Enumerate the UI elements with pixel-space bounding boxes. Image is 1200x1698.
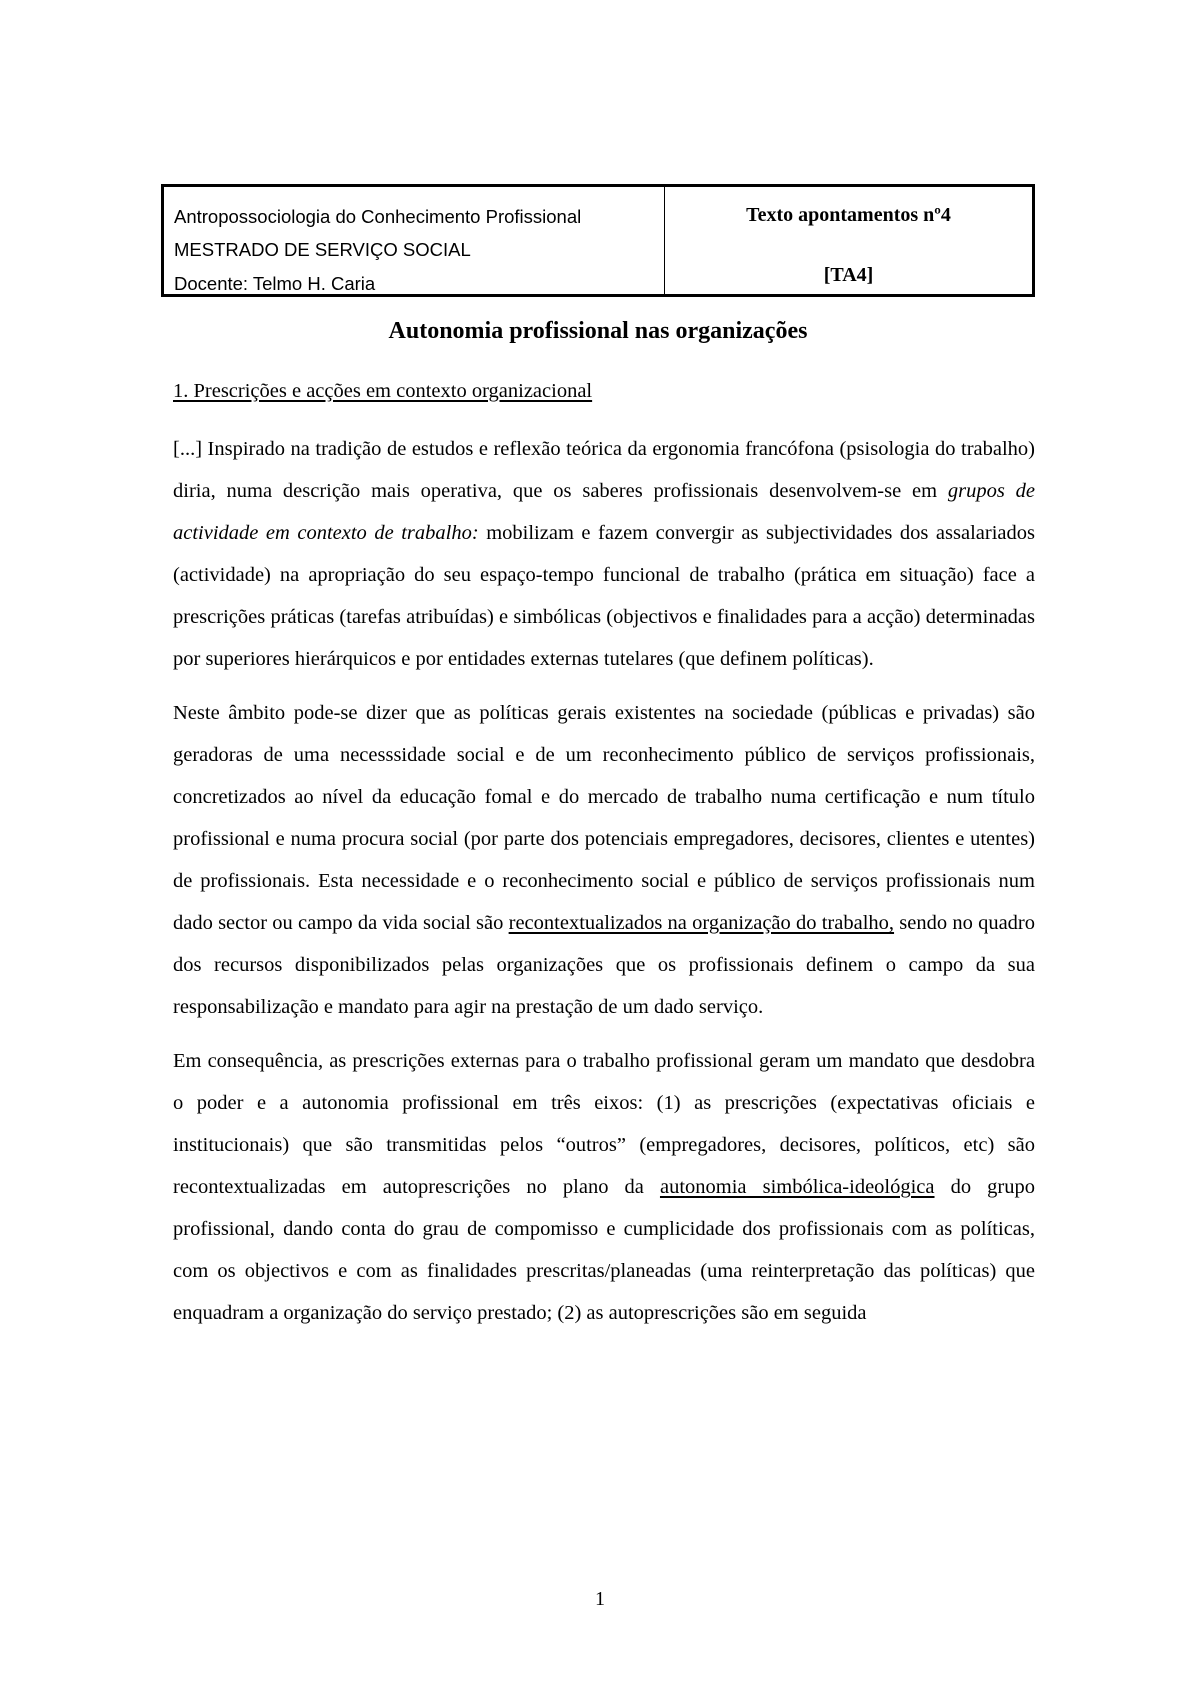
paragraph-1-text-a: [...] Inspirado na tradição de estudos e reflexão teórica da ergonomia francófona (psisologia do trabalho) diria, numa descrição mais operativa, que os saberes profissionais desenvolvem-se em [173, 438, 1035, 502]
paragraph-2 [173, 692, 1035, 1028]
paragraph-3-text-b: do grupo profissional, dando conta do grau de compomisso e cumplicidade dos profissionais com as políticas, com os objectivos e com as finalidades prescritas/planeadas (uma reinterpretação das políticas) que enquadram a organização do serviço prestado; (2) as autoprescrições são em seguida [173, 1176, 1036, 1324]
course-name: Antropossociologia do Conhecimento Profissional [174, 206, 582, 227]
teacher-name: Docente: Telmo H. Caria [174, 273, 376, 294]
paragraph-2-text-a: Neste âmbito pode-se dizer que as políticas gerais existentes na sociedade (públicas e privadas) são geradoras de uma necesssidade social e de um reconhecimento público de serviços profissionais, concretizados ao nível da educação fomal e do mercado de trabalho numa certificação e num título profissional e numa procura social (por parte dos potenciais empregadores, decisores, clientes e utentes) de profissionais. Esta necessidade e o reconhecimento social e público de serviços profissionais num dado sector ou campo da vida social são [173, 702, 1035, 934]
program-name: MESTRADO DE SERVIÇO SOCIAL [174, 239, 471, 260]
paragraph-1-italic: grupos de actividade em contexto de trabalho: [173, 480, 1036, 544]
page-number: 1 [595, 1588, 605, 1610]
paragraph-3 [173, 1040, 1035, 1334]
header-table [161, 184, 1035, 297]
document-label: Texto apontamentos nº4 [746, 204, 951, 226]
paragraph-1 [173, 428, 1035, 680]
header-right-cell [665, 187, 1032, 294]
paragraph-2-text-b: sendo no quadro dos recursos disponibilizados pelas organizações que os profissionais definem o campo da sua responsabilização e mandato para agir na prestação de um dado serviço. [173, 912, 1036, 1018]
paragraph-2-underline: recontextualizados na organização do trabalho, [508, 912, 895, 934]
paragraph-3-underline: autonomia simbólica-ideológica [659, 1176, 935, 1198]
document-code: [TA4] [823, 264, 874, 286]
paragraph-3-text-a: Em consequência, as prescrições externas para o trabalho profissional geram um mandato que desdobra o poder e a autonomia profissional em três eixos: (1) as prescrições (expectativas oficiais e institucionais) que são transmitidas pelos “outros” (empregadores, decisores, políticos, etc) são recontextualizadas em autoprescrições no plano da [173, 1050, 1035, 1198]
document-title: Autonomia profissional nas organizações [388, 318, 808, 344]
body-text [173, 428, 1035, 1346]
section-heading: 1. Prescrições e acções em contexto organizacional [173, 380, 593, 402]
header-left-cell [164, 187, 665, 294]
paragraph-1-text-b: mobilizam e fazem convergir as subjectividades dos assalariados (actividade) na apropriação do seu espaço-tempo funcional de trabalho (prática em situação) face a prescrições práticas (tarefas atribuídas) e simbólicas (objectivos e finalidades para a acção) determinadas por superiores hierárquicos e por entidades externas tutelares (que definem políticas). [173, 522, 1035, 670]
